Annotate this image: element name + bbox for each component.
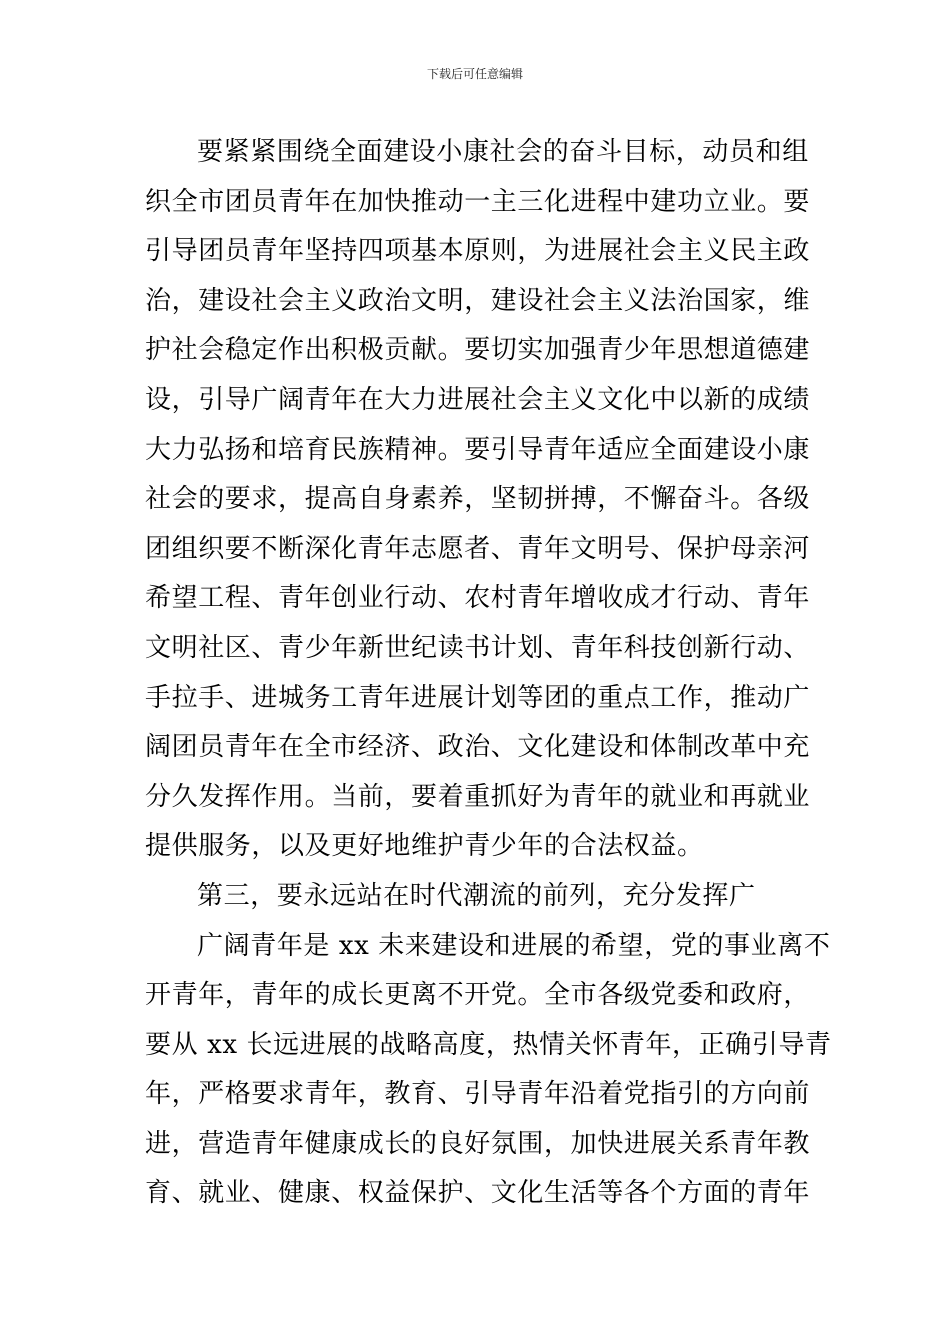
text-line: 阔团员青年在全市经济、政治、文化建设和体制改革中充 xyxy=(145,732,811,763)
text-line: 设，引导广阔青年在大力进展社会主义文化中以新的成绩 xyxy=(145,384,811,415)
text-line: 大力弘扬和培育民族精神。要引导青年适应全面建设小康 xyxy=(145,434,811,465)
text-line: 治，建设社会主义政治文明，建设社会主义法治国家，维 xyxy=(145,285,811,316)
text-line: 育、就业、健康、权益保护、文化生活等各个方面的青年 xyxy=(145,1178,811,1209)
text-line: 进，营造青年健康成长的良好氛围，加快进展关系青年教 xyxy=(145,1128,811,1159)
text-line: 广阔青年是 xx 未来建设和进展的希望，党的事业离不 xyxy=(197,930,831,961)
text-line: 希望工程、青年创业行动、农村青年增收成才行动、青年 xyxy=(145,583,811,614)
page-header-note: 下载后可任意编辑 xyxy=(426,67,523,81)
text-line: 团组织要不断深化青年志愿者、青年文明号、保护母亲河 xyxy=(145,533,811,564)
text-line: 要从 xx 长远进展的战略高度，热情关怀青年，正确引导青 xyxy=(145,1029,832,1060)
text-line: 织全市团员青年在加快推动一主三化进程中建功立业。要 xyxy=(145,186,811,217)
document-body xyxy=(145,128,832,1219)
text-line: 开青年，青年的成长更离不开党。全市各级党委和政府， xyxy=(145,980,811,1011)
text-line: 手拉手、进城务工青年进展计划等团的重点工作，推动广 xyxy=(145,682,811,713)
text-line: 年，严格要求青年，教育、引导青年沿着党指引的方向前 xyxy=(145,1079,811,1110)
text-line: 文明社区、青少年新世纪读书计划、青年科技创新行动、 xyxy=(145,632,811,663)
text-line: 社会的要求，提高自身素养，坚韧拼搏，不懈奋斗。各级 xyxy=(145,484,811,515)
text-line: 护社会稳定作出积极贡献。要切实加强青少年思想道德建 xyxy=(145,335,811,366)
text-line: 引导团员青年坚持四项基本原则，为进展社会主义民主政 xyxy=(145,236,811,267)
text-line: 提供服务，以及更好地维护青少年的合法权益。 xyxy=(145,831,704,862)
section-heading-line: 第三，要永远站在时代潮流的前列，充分发挥广 xyxy=(197,880,756,911)
text-line: 要紧紧围绕全面建设小康社会的奋斗目标，动员和组 xyxy=(197,137,809,167)
text-line: 分久发挥作用。当前，要着重抓好为青年的就业和再就业 xyxy=(145,781,811,812)
